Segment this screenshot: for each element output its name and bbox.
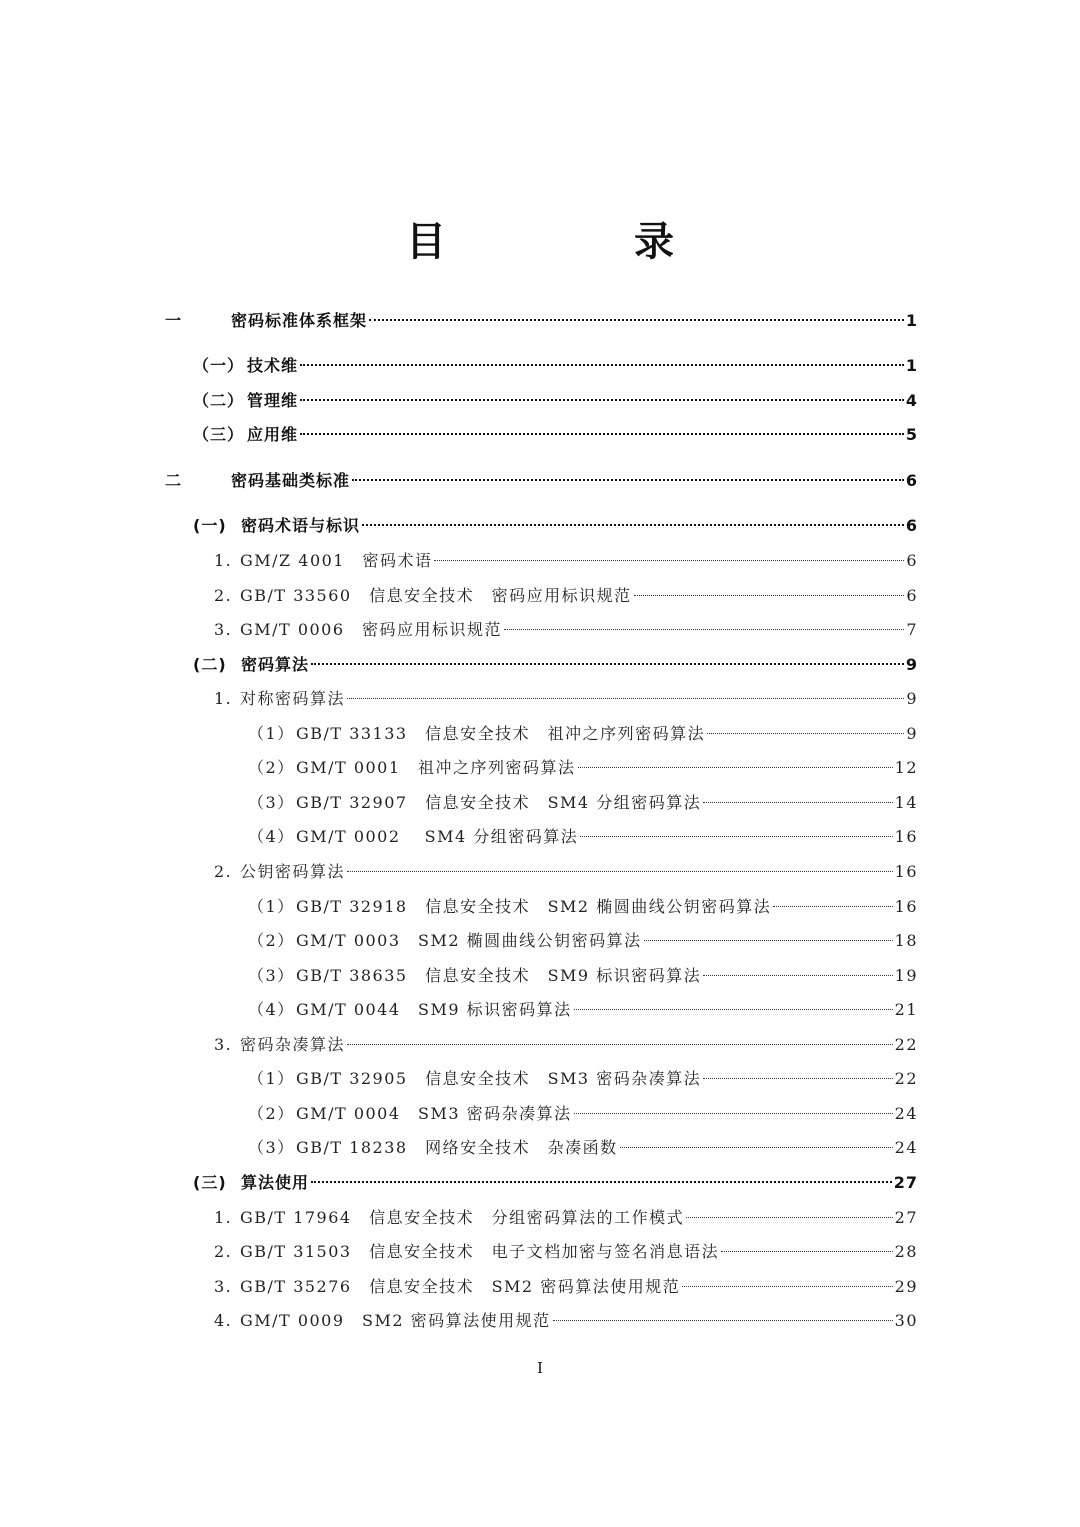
toc-entry[interactable] <box>193 1170 918 1196</box>
toc-entry-number: 1. <box>214 1208 233 1227</box>
toc-entry-page: 28 <box>894 1242 918 1261</box>
dot-leader <box>347 1044 893 1045</box>
toc-entry-title: GM/T 0002 SM4 分组密码算法 <box>296 827 579 846</box>
toc-entry-page: 5 <box>905 425 918 444</box>
toc-entry[interactable] <box>248 824 918 850</box>
dot-leader <box>580 836 892 837</box>
toc-entry-number: 1. <box>214 689 233 708</box>
toc-entry-title: 密码杂凑算法 <box>240 1035 346 1054</box>
toc-entry-title: GM/T 0004 SM3 密码杂凑算法 <box>296 1104 572 1123</box>
dot-leader <box>311 1181 892 1183</box>
toc-entry-number: 1. <box>214 551 233 570</box>
dot-leader <box>574 1113 893 1114</box>
toc-entry[interactable] <box>248 963 918 989</box>
toc-entry[interactable] <box>214 617 918 643</box>
toc-entry-number: （1） <box>248 1069 295 1088</box>
dot-leader <box>553 1320 893 1321</box>
toc-entry[interactable] <box>193 353 918 379</box>
dot-leader <box>634 595 905 596</box>
toc-entry-page: 16 <box>894 897 918 916</box>
toc-entry[interactable] <box>248 894 918 920</box>
toc-entry-number: 2. <box>214 586 233 605</box>
toc-entry-page: 22 <box>894 1069 918 1088</box>
dot-leader <box>347 698 904 699</box>
dot-leader <box>362 524 904 526</box>
toc-entry-number: （4） <box>248 1000 295 1019</box>
toc-entry-page: 4 <box>905 391 918 410</box>
toc-entry-number: （1） <box>248 724 295 743</box>
toc-entry-page: 24 <box>894 1104 918 1123</box>
toc-entry[interactable] <box>214 859 918 885</box>
dot-leader <box>703 1078 892 1079</box>
dot-leader <box>352 479 904 481</box>
toc-entry-title: 算法使用 <box>241 1173 310 1192</box>
toc-entry-number: (一) <box>193 516 227 535</box>
toc-entry-page: 18 <box>894 931 918 950</box>
toc-entry-page: 27 <box>893 1173 918 1192</box>
toc-entry-page: 19 <box>894 966 918 985</box>
toc-entry-title: GB/T 31503 信息安全技术 电子文档加密与签名消息语法 <box>240 1242 720 1261</box>
toc-entry[interactable] <box>214 548 918 574</box>
toc-entry-page: 12 <box>894 758 918 777</box>
dot-leader <box>721 1251 893 1252</box>
toc-entry-page: 1 <box>905 356 918 375</box>
toc-entry[interactable] <box>248 997 918 1023</box>
toc-entry-title: GB/T 32918 信息安全技术 SM2 椭圆曲线公钥密码算法 <box>296 897 772 916</box>
toc-entry-number: 4. <box>214 1311 233 1330</box>
dot-leader <box>703 975 892 976</box>
dot-leader <box>620 1147 893 1148</box>
dot-leader <box>300 364 904 366</box>
toc-entry-title: GM/T 0044 SM9 标识密码算法 <box>296 1000 572 1019</box>
dot-leader <box>504 629 904 630</box>
toc-entry-page: 6 <box>905 516 918 535</box>
toc-entry[interactable] <box>248 790 918 816</box>
toc-entry-page: 29 <box>894 1277 918 1296</box>
toc-entry-title: GB/T 33560 信息安全技术 密码应用标识规范 <box>240 586 632 605</box>
toc-entry-title: GB/T 38635 信息安全技术 SM9 标识密码算法 <box>296 966 702 985</box>
toc-entry[interactable] <box>248 721 918 747</box>
toc-entry-page: 30 <box>894 1311 918 1330</box>
toc-entry-page: 22 <box>894 1035 918 1054</box>
toc-entry-number: （二） <box>193 391 245 410</box>
toc-entry[interactable] <box>193 388 918 414</box>
toc-entry-number: （3） <box>248 793 295 812</box>
toc-entry-page: 24 <box>894 1138 918 1157</box>
toc-entry[interactable] <box>165 468 918 494</box>
toc-entry[interactable] <box>193 513 918 539</box>
toc-entry[interactable] <box>248 1066 918 1092</box>
toc-entry-title: GM/Z 4001 密码术语 <box>240 551 433 570</box>
dot-leader <box>707 733 904 734</box>
toc-entry-title: GB/T 32905 信息安全技术 SM3 密码杂凑算法 <box>296 1069 702 1088</box>
dot-leader <box>574 1009 893 1010</box>
toc-entry-number: 3. <box>214 1035 233 1054</box>
toc-entry-title: 公钥密码算法 <box>240 862 346 881</box>
toc-entry[interactable] <box>248 1135 918 1161</box>
dot-leader <box>682 1286 892 1287</box>
toc-entry-page: 16 <box>894 827 918 846</box>
toc-entry[interactable] <box>214 583 918 609</box>
toc-entry-page: 7 <box>906 620 918 639</box>
dot-leader <box>686 1217 893 1218</box>
toc-entry-page: 16 <box>894 862 918 881</box>
dot-leader <box>644 940 893 941</box>
toc-entry-page: 27 <box>894 1208 918 1227</box>
toc-entry-title: 应用维 <box>247 425 299 444</box>
toc-entry-title: 密码术语与标识 <box>241 516 361 535</box>
dot-leader <box>300 433 904 435</box>
toc-entry-title: GB/T 18238 网络安全技术 杂凑函数 <box>296 1138 618 1157</box>
toc-entry-number: 3. <box>214 620 233 639</box>
toc-entry-title: 技术维 <box>247 356 299 375</box>
toc-entry[interactable] <box>214 1308 918 1334</box>
toc-entry-title: GM/T 0003 SM2 椭圆曲线公钥密码算法 <box>296 931 642 950</box>
dot-leader <box>369 319 904 321</box>
toc-entry-number: （2） <box>248 931 295 950</box>
toc-entry-title: GM/T 0009 SM2 密码算法使用规范 <box>240 1311 551 1330</box>
dot-leader <box>578 767 893 768</box>
toc-entry-page: 6 <box>906 586 918 605</box>
toc-entry-number: （一） <box>193 356 245 375</box>
toc-entry-title: 密码基础类标准 <box>231 471 351 490</box>
toc-entry-page: 1 <box>905 311 918 330</box>
toc-entry-number: （2） <box>248 1104 295 1123</box>
toc-entry-number: 2. <box>214 1242 233 1261</box>
toc-entry-page: 9 <box>905 655 918 674</box>
toc-entry-number: 2. <box>214 862 233 881</box>
toc-entry-page: 6 <box>905 471 918 490</box>
dot-leader <box>347 871 893 872</box>
toc-entry-page: 9 <box>906 689 918 708</box>
toc-entry-page: 9 <box>906 724 918 743</box>
toc-entry[interactable] <box>214 686 918 712</box>
toc-entry-page: 21 <box>894 1000 918 1019</box>
toc-entry-title: GM/T 0001 祖冲之序列密码算法 <box>296 758 576 777</box>
toc-entry-number: （4） <box>248 827 295 846</box>
toc-entry-number: （3） <box>248 1138 295 1157</box>
toc-title: 目 录 <box>406 219 748 265</box>
toc-entry-number: （三） <box>193 425 245 444</box>
toc-entry-title: GB/T 35276 信息安全技术 SM2 密码算法使用规范 <box>240 1277 681 1296</box>
toc-entry-number: 二 <box>165 471 183 490</box>
toc-entry-number: 一 <box>165 311 183 330</box>
toc-entry[interactable] <box>193 652 918 678</box>
toc-entry-title: 密码标准体系框架 <box>231 311 368 330</box>
toc-entry[interactable] <box>214 1239 918 1265</box>
toc-entry[interactable] <box>248 928 918 954</box>
toc-entry[interactable] <box>214 1274 918 1300</box>
toc-entry-title: GB/T 33133 信息安全技术 祖冲之序列密码算法 <box>296 724 706 743</box>
toc-entry-title: GM/T 0006 密码应用标识规范 <box>240 620 503 639</box>
toc-entry[interactable] <box>214 1205 918 1231</box>
toc-entry-title: 管理维 <box>247 391 299 410</box>
dot-leader <box>703 802 892 803</box>
dot-leader <box>434 560 904 561</box>
toc-entry[interactable] <box>248 1101 918 1127</box>
toc-entry-title: 密码算法 <box>241 655 310 674</box>
toc-entry[interactable] <box>165 308 918 334</box>
toc-entry-number: （3） <box>248 966 295 985</box>
toc-entry[interactable] <box>193 422 918 448</box>
toc-entry-number: (三) <box>193 1173 227 1192</box>
page-number: I <box>537 1359 543 1377</box>
toc-entry-number: （2） <box>248 758 295 777</box>
dot-leader <box>300 399 904 401</box>
toc-entry-number: （1） <box>248 897 295 916</box>
toc-entry[interactable] <box>214 1032 918 1058</box>
toc-entry[interactable] <box>248 755 918 781</box>
dot-leader <box>773 906 892 907</box>
toc-entry-number: (二) <box>193 655 227 674</box>
toc-entry-title: 对称密码算法 <box>240 689 346 708</box>
toc-entry-title: GB/T 32907 信息安全技术 SM4 分组密码算法 <box>296 793 702 812</box>
dot-leader <box>311 663 904 665</box>
toc-entry-page: 6 <box>906 551 918 570</box>
toc-entry-number: 3. <box>214 1277 233 1296</box>
toc-entry-page: 14 <box>894 793 918 812</box>
toc-entry-title: GB/T 17964 信息安全技术 分组密码算法的工作模式 <box>240 1208 685 1227</box>
